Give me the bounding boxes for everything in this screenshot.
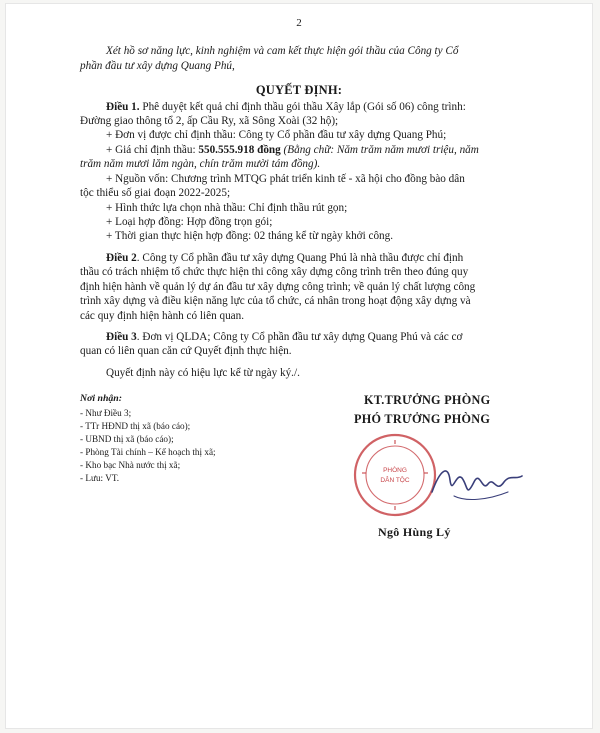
page-number: 2 xyxy=(296,17,302,29)
article-2-line-4: trình xây dựng và điều kiện năng lực của tổ chức, cá nhân trong hoạt động xây dựng và xyxy=(80,295,471,307)
article-2-line-1: Điều 2. Công ty Cổ phần đầu tư xây dựng Quang Phú là nhà thầu được chỉ định xyxy=(106,252,464,264)
recipient-item: - UBND thị xã (báo cáo); xyxy=(80,434,174,444)
recipient-item: - TTr HĐND thị xã (báo cáo); xyxy=(80,421,191,431)
article-1-funding-2: tộc thiểu số giai đoạn 2022-2025; xyxy=(80,187,231,199)
article-2-line-5: các quy định hiện hành có liên quan. xyxy=(80,310,245,322)
preamble-line-2: phần đầu tư xây dựng Quang Phú, xyxy=(80,60,235,72)
article-2-line-3: định hiện hành về quản lý dự án đầu tư xây dựng công trình; về quản lý chất lượng công xyxy=(80,281,476,293)
recipient-item: - Phòng Tài chính – Kế hoạch thị xã; xyxy=(80,447,216,457)
decision-title: QUYẾT ĐỊNH: xyxy=(255,83,343,97)
recipient-item: - Như Điều 3; xyxy=(80,408,132,418)
signer-title-2: PHÓ TRƯỞNG PHÒNG xyxy=(354,412,491,426)
recipient-item: - Lưu: VT. xyxy=(80,473,120,483)
stamp-text-1: PHÒNG xyxy=(383,467,407,474)
article-3-label: Điều 3 xyxy=(106,331,137,343)
article-1-contractor: + Đơn vị được chỉ định thầu: Công ty Cổ phần đầu tư xây dựng Quang Phú; xyxy=(106,129,447,141)
article-1-price: + Giá chỉ định thầu: 550.555.918 đồng (Bằng chữ: Năm trăm năm mươi triệu, năm xyxy=(106,144,479,156)
article-1-price-words: trăm năm mươi lăm ngàn, chín trăm mười tám đồng). xyxy=(80,158,321,170)
article-1-duration: + Thời gian thực hiện hợp đồng: 02 tháng kể từ ngày khởi công. xyxy=(106,230,394,242)
signer-title-1: KT.TRƯỞNG PHÒNG xyxy=(364,393,491,407)
article-3-line-1: Điều 3. Đơn vị QLDA; Công ty Cổ phần đầu tư xây dựng Quang Phú và các cơ xyxy=(106,331,463,343)
article-1-method: + Hình thức lựa chọn nhà thầu: Chỉ định thầu rút gọn; xyxy=(106,202,348,214)
article-1-label: Điều 1. xyxy=(106,101,140,113)
article-1-contract-type: + Loại hợp đồng: Hợp đồng trọn gói; xyxy=(106,216,273,228)
recipients-heading: Nơi nhận: xyxy=(80,393,123,404)
effective-clause: Quyết định này có hiệu lực kể từ ngày ký./. xyxy=(106,367,300,379)
article-2-label: Điều 2 xyxy=(106,252,137,264)
article-3-line-2: quan có liên quan căn cứ Quyết định thực hiện. xyxy=(80,345,292,357)
article-1-line-1: Điều 1. Phê duyệt kết quả chỉ định thầu gói thầu Xây lắp (Gói số 06) công trình: xyxy=(106,101,466,113)
article-1-funding-1: + Nguồn vốn: Chương trình MTQG phát triển kinh tế - xã hội cho đồng bào dân xyxy=(106,173,465,185)
price-value: 550.555.918 đồng xyxy=(198,144,281,156)
handwritten-signature xyxy=(426,452,526,512)
article-1-line-2: Đường giao thông tổ 2, ấp Cầu Ry, xã Sông Xoài (32 hộ); xyxy=(80,115,339,127)
signer-name: Ngô Hùng Lý xyxy=(378,525,451,539)
document-page xyxy=(6,4,592,728)
recipient-item: - Kho bạc Nhà nước thị xã; xyxy=(80,460,181,470)
article-2-line-2: thầu có trách nhiệm tổ chức thực hiện thi công xây dựng công trình trên theo đúng quy xyxy=(80,266,469,278)
preamble-line-1: Xét hồ sơ năng lực, kinh nghiệm và cam kết thực hiện gói thầu của Công ty Cổ xyxy=(106,45,459,57)
stamp-text-2: DÂN TỘC xyxy=(380,477,410,484)
